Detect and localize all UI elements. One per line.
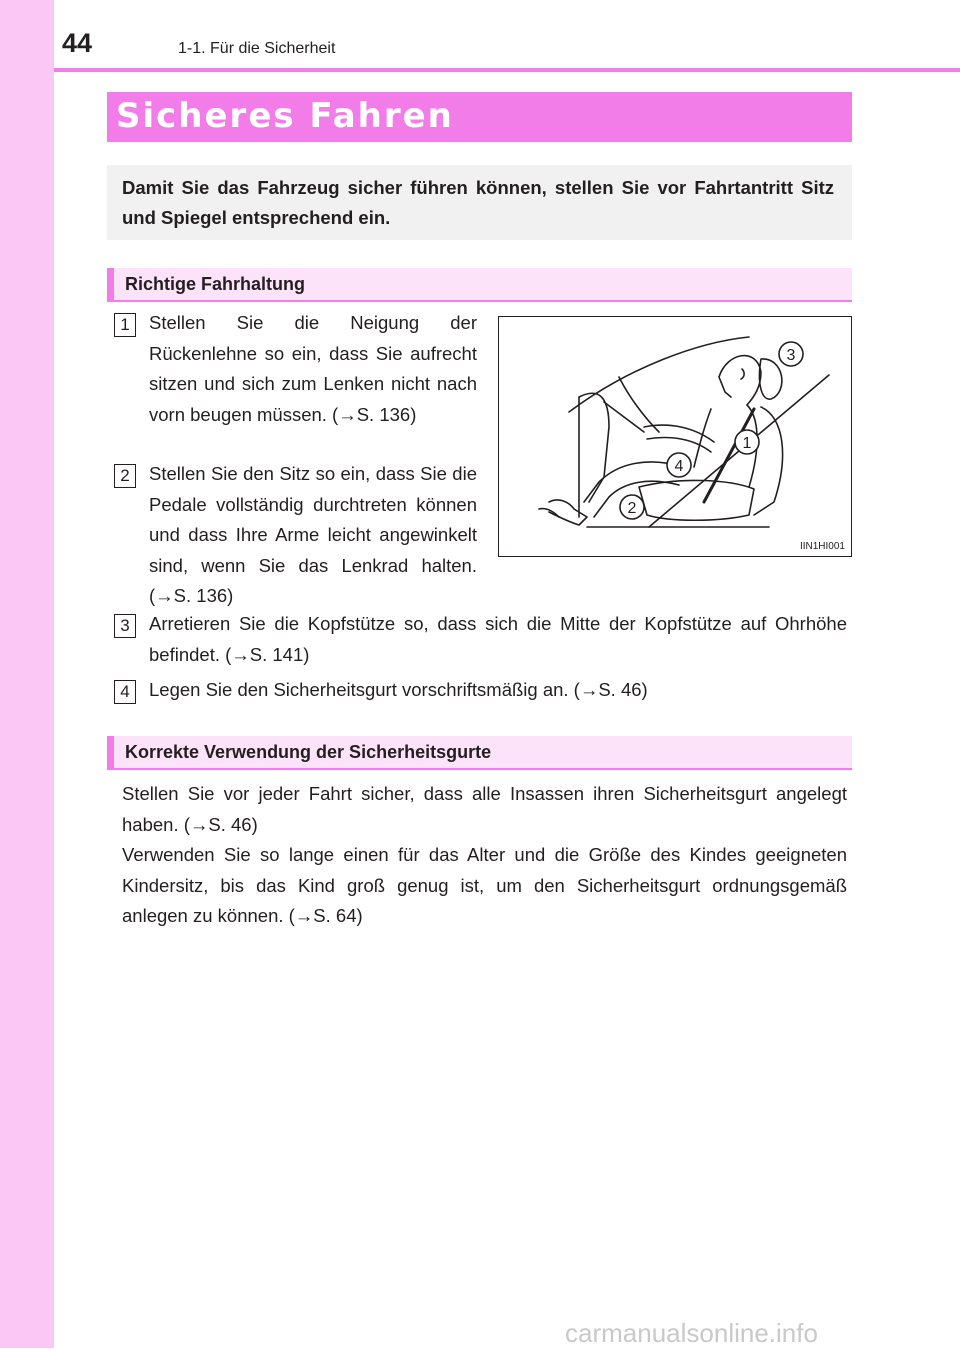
section-accent — [107, 736, 114, 770]
item-text-2: Stellen Sie den Sitz so ein, dass Sie die Pedale vollständig durchtreten können und dass Ihre Arme leicht angewinkelt sind, wenn Sie das Lenkrad halten. (→S. 136) — [149, 463, 477, 606]
chapter-label: 1-1. Für die Sicherheit — [178, 40, 336, 57]
seating-posture-illustration — [498, 316, 852, 557]
figure-code: IIN1HI001 — [799, 541, 845, 552]
watermark: carmanualsonline.info — [565, 1318, 818, 1348]
callout-4: 4 — [674, 458, 684, 475]
page-title: Sicheres Fahren — [116, 96, 454, 136]
section-heading-seatbelts — [107, 736, 852, 770]
item-number-3: 3 — [114, 614, 136, 638]
section-accent — [107, 268, 114, 302]
paragraph-2: Verwenden Sie so lange einen für das Alter und die Größe des Kindes geeigneten Kindersitz, bis das Kind groß genug ist, um den Sicherheitsgurt ordnungsgemäß anlegen zu können. (→S. 64) — [122, 844, 847, 926]
page-number: 44 — [62, 28, 93, 58]
item-number-1: 1 — [114, 313, 136, 337]
intro-text: Damit Sie das Fahrzeug sicher führen können, stellen Sie vor Fahrtantritt Sitz und Spiegel entsprechend ein. — [122, 177, 834, 228]
section-heading-label: Richtige Fahrhaltung — [125, 274, 305, 294]
item-text-3: Arretieren Sie die Kopfstütze so, dass sich die Mitte der Kopfstütze auf Ohrhöhe befindet. (→S. 141) — [149, 613, 847, 665]
callout-1: 1 — [742, 435, 752, 452]
seating-posture-drawing — [499, 317, 851, 556]
section-heading-posture — [107, 268, 852, 302]
header-rule — [54, 68, 960, 72]
side-color-band — [0, 0, 54, 1348]
callout-3: 3 — [786, 347, 796, 364]
paragraph-1: Stellen Sie vor jeder Fahrt sicher, dass alle Insassen ihren Sicherheitsgurt angelegt haben. (→S. 46) — [122, 783, 847, 835]
item-text-4: Legen Sie den Sicherheitsgurt vorschriftsmäßig an. (→S. 46) — [149, 679, 648, 700]
item-text-1: Stellen Sie die Neigung der Rückenlehne so ein, dass Sie aufrecht sitzen und sich zum Lenken nicht nach vorn beugen müssen. (→S. 136) — [149, 312, 477, 425]
callout-2: 2 — [627, 500, 637, 517]
item-number-2: 2 — [114, 464, 136, 488]
section-heading-label: Korrekte Verwendung der Sicherheitsgurte — [125, 742, 492, 762]
item-number-4: 4 — [114, 680, 136, 704]
